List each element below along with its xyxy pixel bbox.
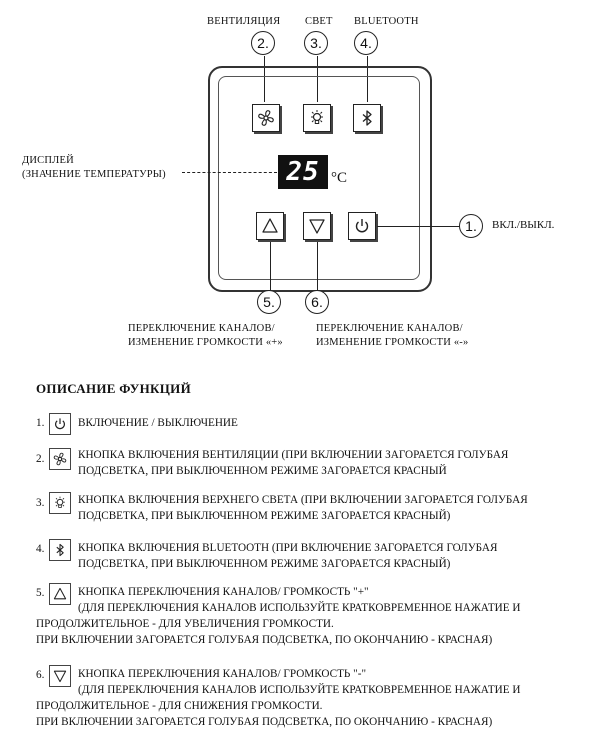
callout-4: 4. xyxy=(354,31,378,55)
power-icon xyxy=(352,216,372,236)
callout-3: 3. xyxy=(304,31,328,55)
triangle-down-icon xyxy=(307,216,327,236)
item-4-line-2: ПОДСВЕТКА, ПРИ ВЫКЛЮЧЕННОМ РЕЖИМЕ ЗАГОРАЕТСЯ КРАСНЫЙ) xyxy=(78,558,451,570)
fan-icon xyxy=(256,108,276,128)
item-6-number: 6. xyxy=(36,669,45,681)
item-3-number: 3. xyxy=(36,497,45,509)
bluetooth-icon xyxy=(357,108,377,128)
temperature-unit: °C xyxy=(331,170,348,186)
triangle-down-icon xyxy=(52,668,68,684)
item-1-line-1: ВКЛЮЧЕНИЕ / ВЫКЛЮЧЕНИЕ xyxy=(78,417,238,429)
label-ventilation: ВЕНТИЛЯЦИЯ xyxy=(207,16,281,27)
item-3-line-1: КНОПКА ВКЛЮЧЕНИЯ ВЕРХНЕГО СВЕТА (ПРИ ВКЛЮЧЕНИИ ЗАГОРАЕТСЯ ГОЛУБАЯ xyxy=(78,494,528,506)
item-4-number: 4. xyxy=(36,543,45,555)
label-down-sub: ИЗМЕНЕНИЕ ГРОМКОСТИ «-» xyxy=(316,337,469,348)
triangle-up-icon xyxy=(260,216,280,236)
callout-6: 6. xyxy=(305,290,329,314)
item-3-icon-box xyxy=(49,492,71,514)
item-4-icon-box xyxy=(49,539,71,561)
item-5-line-1: КНОПКА ПЕРЕКЛЮЧЕНИЯ КАНАЛОВ/ ГРОМКОСТЬ "+" xyxy=(78,586,369,598)
item-5-number: 5. xyxy=(36,587,45,599)
item-2-number: 2. xyxy=(36,453,45,465)
item-2-icon-box xyxy=(49,448,71,470)
temperature-display: 25 xyxy=(278,155,328,189)
power-icon xyxy=(52,416,68,432)
channel-volume-down-button[interactable] xyxy=(303,212,331,240)
label-light: СВЕТ xyxy=(305,16,333,27)
display-leader-line xyxy=(182,172,277,173)
fan-icon xyxy=(52,451,68,467)
light-button[interactable] xyxy=(303,104,331,132)
triangle-up-icon xyxy=(52,586,68,602)
power-button[interactable] xyxy=(348,212,376,240)
channel-volume-up-button[interactable] xyxy=(256,212,284,240)
bluetooth-button[interactable] xyxy=(353,104,381,132)
label-bluetooth: BLUETOOTH xyxy=(354,16,419,27)
callout-5: 5. xyxy=(257,290,281,314)
item-1-number: 1. xyxy=(36,417,45,429)
description-title: ОПИСАНИЕ ФУНКЦИЙ xyxy=(36,381,191,396)
item-6-line-2: (ДЛЯ ПЕРЕКЛЮЧЕНИЯ КАНАЛОВ ИСПОЛЬЗУЙТЕ КРАТКОВРЕМЕННОЕ НАЖАТИЕ И xyxy=(78,684,521,696)
callout-2: 2. xyxy=(251,31,275,55)
item-2-line-1: КНОПКА ВКЛЮЧЕНИЯ ВЕНТИЛЯЦИИ (ПРИ ВКЛЮЧЕНИИ ЗАГОРАЕТСЯ ГОЛУБАЯ xyxy=(78,449,509,461)
leader-line-5 xyxy=(270,242,271,290)
item-6-line-1: КНОПКА ПЕРЕКЛЮЧЕНИЯ КАНАЛОВ/ ГРОМКОСТЬ "-" xyxy=(78,668,367,680)
light-bulb-icon xyxy=(52,495,68,511)
light-bulb-icon xyxy=(307,108,327,128)
leader-line-1 xyxy=(377,226,460,227)
item-4-line-1: КНОПКА ВКЛЮЧЕНИЯ BLUETOOTH (ПРИ ВКЛЮЧЕНИЕ ЗАГОРАЕТСЯ ГОЛУБАЯ xyxy=(78,542,498,554)
item-5-icon-box xyxy=(49,583,71,605)
label-up-sub: ИЗМЕНЕНИЕ ГРОМКОСТИ «+» xyxy=(128,337,283,348)
item-5-line-3: ПРОДОЛЖИТЕЛЬНОЕ - ДЛЯ УВЕЛИЧЕНИЯ ГРОМКОСТИ. xyxy=(36,618,334,630)
label-down: ПЕРЕКЛЮЧЕНИЕ КАНАЛОВ/ xyxy=(316,323,463,334)
ventilation-button[interactable] xyxy=(252,104,280,132)
item-6-line-4: ПРИ ВКЛЮЧЕНИИ ЗАГОРАЕТСЯ ГОЛУБАЯ ПОДСВЕТКА, ПО ОКОНЧАНИЮ - КРАСНАЯ) xyxy=(36,716,493,728)
item-1-icon-box xyxy=(49,413,71,435)
label-power: ВКЛ./ВЫКЛ. xyxy=(492,219,555,231)
item-5-line-2: (ДЛЯ ПЕРЕКЛЮЧЕНИЯ КАНАЛОВ ИСПОЛЬЗУЙТЕ КРАТКОВРЕМЕННОЕ НАЖАТИЕ И xyxy=(78,602,521,614)
bluetooth-icon xyxy=(52,542,68,558)
item-3-line-2: ПОДСВЕТКА, ПРИ ВЫКЛЮЧЕННОМ РЕЖИМЕ ЗАГОРАЕТСЯ КРАСНЫЙ) xyxy=(78,510,451,522)
item-6-icon-box xyxy=(49,665,71,687)
item-2-line-2: ПОДСВЕТКА, ПРИ ВЫКЛЮЧЕННОМ РЕЖИМЕ ЗАГОРАЕТСЯ КРАСНЫЙ xyxy=(78,465,447,477)
item-6-line-3: ПРОДОЛЖИТЕЛЬНОЕ - ДЛЯ СНИЖЕНИЯ ГРОМКОСТИ. xyxy=(36,700,323,712)
label-display-sub: (ЗНАЧЕНИЕ ТЕМПЕРАТУРЫ) xyxy=(22,169,166,180)
label-up: ПЕРЕКЛЮЧЕНИЕ КАНАЛОВ/ xyxy=(128,323,275,334)
leader-line-6 xyxy=(317,242,318,290)
callout-1: 1. xyxy=(459,214,483,238)
item-5-line-4: ПРИ ВКЛЮЧЕНИИ ЗАГОРАЕТСЯ ГОЛУБАЯ ПОДСВЕТКА, ПО ОКОНЧАНИЮ - КРАСНАЯ) xyxy=(36,634,493,646)
label-display: ДИСПЛЕЙ xyxy=(22,155,74,166)
